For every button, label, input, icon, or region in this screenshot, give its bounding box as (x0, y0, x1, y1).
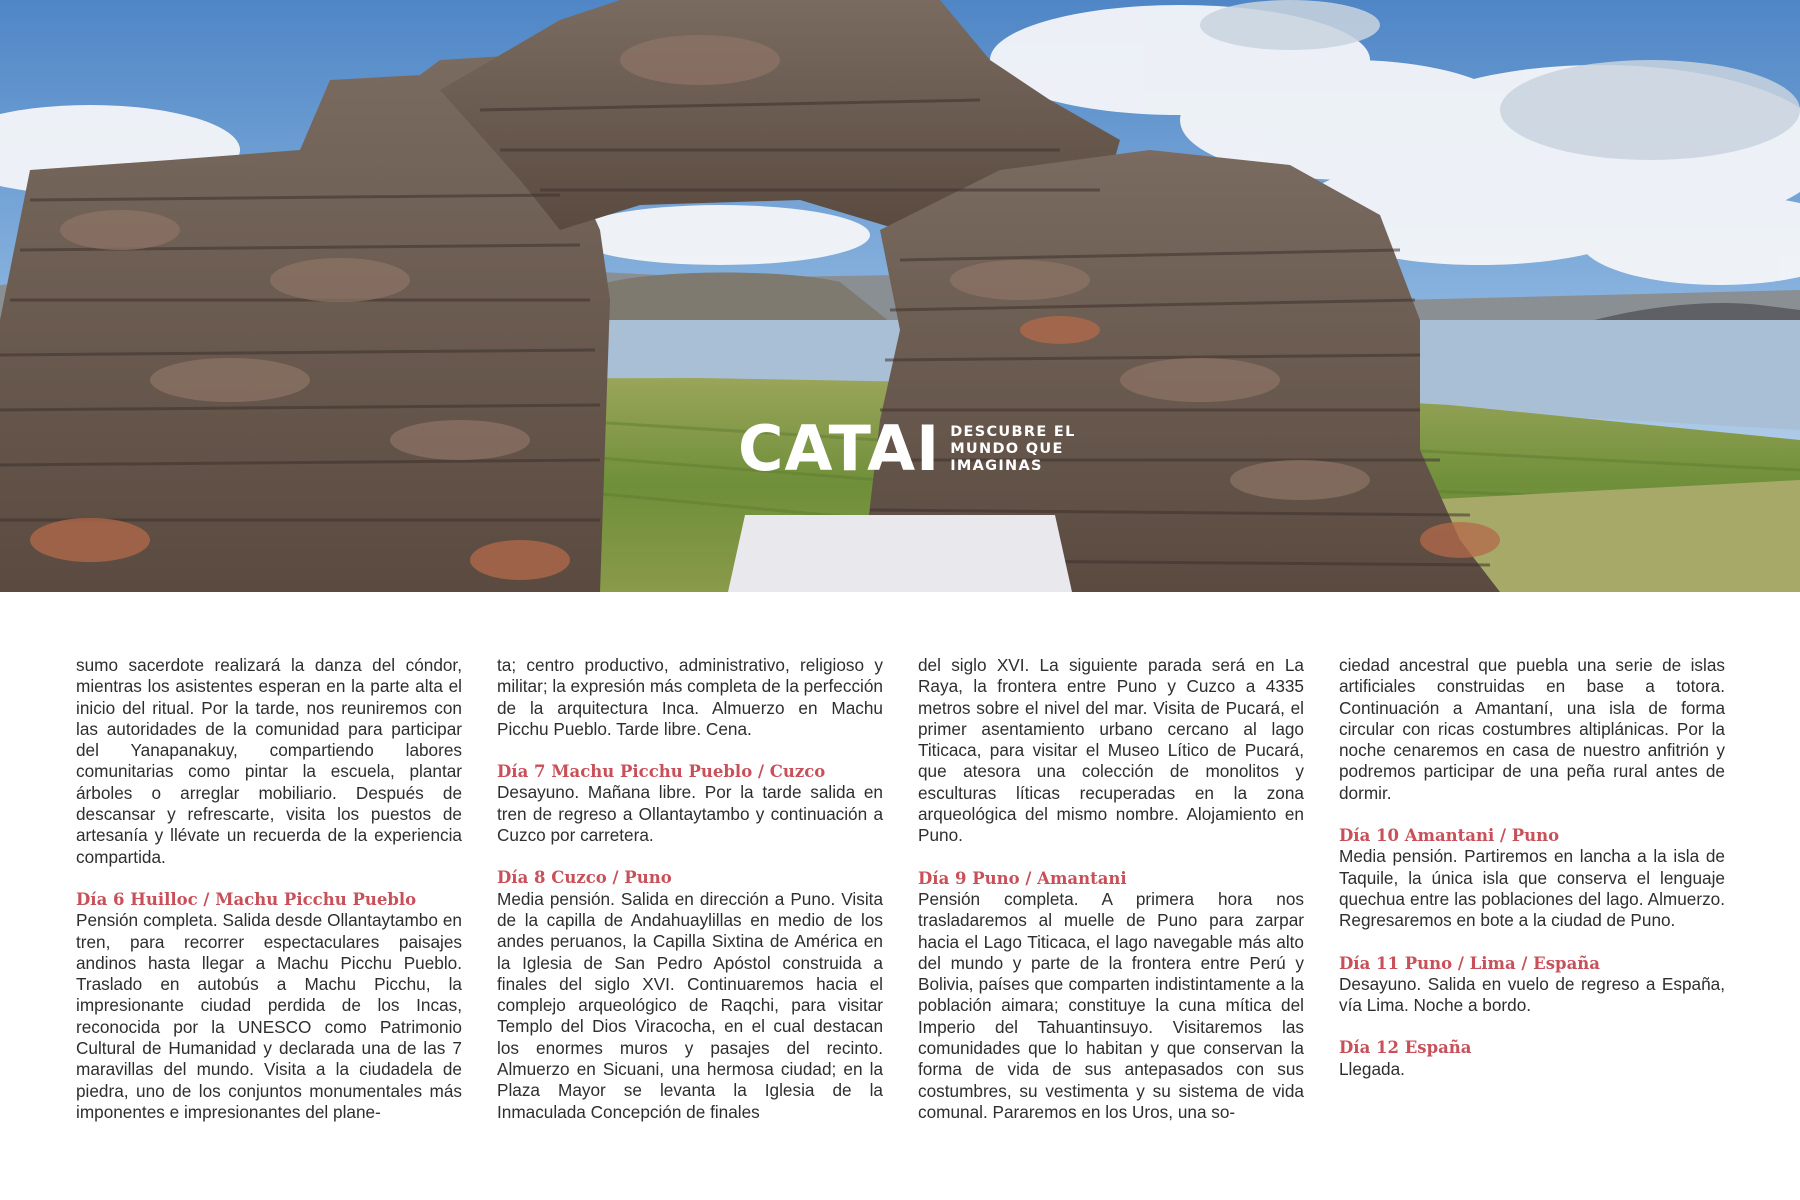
day-heading: Día 9 Puno / Amantani (918, 868, 1127, 888)
itinerary-column-3 (918, 655, 1304, 1123)
itinerary-paragraph: Desayuno. Salida en vuelo de regreso a España, vía Lima. Noche a bordo. (1339, 973, 1725, 1016)
hero-photo (0, 0, 1800, 592)
tagline-line: DESCUBRE EL (950, 423, 1076, 440)
itinerary-paragraph: ta; centro productivo, administrativo, religioso y militar; la expresión más completa de la perfección de la arquitectura Inca. Almuerzo en Machu Picchu Pueblo. Tarde libre. Cena. (497, 655, 883, 739)
day-heading: Día 11 Puno / Lima / España (1339, 953, 1600, 973)
day-heading: Día 10 Amantani / Puno (1339, 826, 1560, 846)
itinerary-paragraph: Pensión completa. A primera hora nos trasladaremos al muelle de Puno para zarpar hacia el Lago Titicaca, el lago navegable más alto del mundo y parte de la frontera entre Perú y Bolivia, países que comparten indistintamente a la población aimara; constituye la cuna mítica del Imperio del Tahuantinsuyo. Visitaremos las comunidades que lo habitan y que conservan la forma de vida de sus antepasados con sus costumbres, su vestimenta y su sistema de vida comunal. Pararemos en los Uros, una so- (918, 888, 1304, 1122)
itinerary-paragraph: sumo sacerdote realizará la danza del cóndor, mientras los asistentes esperan en la parte alta el inicio del ritual. Por la tarde, nos reuniremos con las autoridades de la comunidad para participar del Yanapanakuy, compartiendo labores comunitarias como pintar la escuela, plantar árboles o arreglar mobiliario. Después de descansar y refrescarte, visita los puestos de artesanía y llévate un recuerda de la experiencia compartida. (76, 655, 462, 867)
itinerary-column-4 (1339, 655, 1725, 1080)
itinerary-paragraph: del siglo XVI. La siguiente parada será en La Raya, la frontera entre Puno y Cuzco a 4335 metros sobre el nivel del mar. Visita de Pucará, el primer asentamiento urbano cercano al lago Titicaca, para visitar el Museo Lítico de Pucará, que atesora una colección de monolitos y esculturas líticas recuperadas en la zona arqueológica del mismo nombre. Alojamiento en Puno. (918, 655, 1304, 846)
day-heading: Día 6 Huilloc / Machu Picchu Pueblo (76, 889, 417, 909)
itinerary-columns (76, 655, 1726, 1125)
itinerary-paragraph: Desayuno. Mañana libre. Por la tarde salida en tren de regreso a Ollantaytambo y continuación a Cuzco por carretera. (497, 782, 883, 846)
itinerary-column-2 (497, 655, 883, 1123)
itinerary-paragraph: Llegada. (1339, 1058, 1405, 1079)
tagline-line: MUNDO QUE (950, 440, 1064, 457)
catai-logo (738, 412, 1076, 485)
itinerary-paragraph: Media pensión. Partiremos en lancha a la isla de Taquile, la única isla que conserva el lenguaje quechua entre las poblaciones del lago. Almuerzo. Regresaremos en bote a la ciudad de Puno. (1339, 846, 1725, 931)
itinerary-column-1 (76, 655, 462, 1123)
stone-arch-landscape-image (0, 0, 1800, 592)
day-heading: Día 8 Cuzco / Puno (497, 868, 672, 888)
itinerary-paragraph: Pensión completa. Salida desde Ollantaytambo en tren, para recorrer espectaculares paisajes andinos hasta llegar a Machu Picchu Pueblo. Traslado en autobús a Machu Picchu, la impresionante ciudad perdida de los Incas, reconocida por la UNESCO como Patrimonio Cultural de Humanidad y declarada una de las 7 maravillas del mundo. Visita a la ciudadela de piedra, uno de los conjuntos monumentales más imponentes e impresionantes del plane- (76, 910, 462, 1122)
day-heading: Día 7 Machu Picchu Pueblo / Cuzco (497, 762, 826, 782)
itinerary-paragraph: Media pensión. Salida en dirección a Puno. Visita de la capilla de Andahuaylillas en medio de los andes peruanos, la Capilla Sixtina de América en la Iglesia de San Pedro Apóstol construida a finales del siglo XVI. Continuaremos hacia el complejo arqueológico de Raqchi, para visitar Templo del Dios Viracocha, en el cual destacan los enormes muros y pasajes del recinto. Almuerzo en Sicuani, una hermosa ciudad; en la Plaza Mayor se levanta la Iglesia de la Inmaculada Concepción de finales (497, 888, 883, 1122)
brand-name: CATAI (738, 412, 941, 485)
itinerary-paragraph: ciedad ancestral que puebla una serie de islas artificiales construidas en base a totora. Continuación a Amantaní, una isla de forma circular con ricas costumbres altiplánicas. Por la noche cenaremos en casa de nuestro anfitrión y podremos participar de una peña rural antes de dormir. (1339, 655, 1725, 803)
tagline-line: IMAGINAS (950, 457, 1043, 474)
day-heading: Día 12 España (1339, 1038, 1472, 1058)
brand-tagline (950, 424, 1075, 475)
